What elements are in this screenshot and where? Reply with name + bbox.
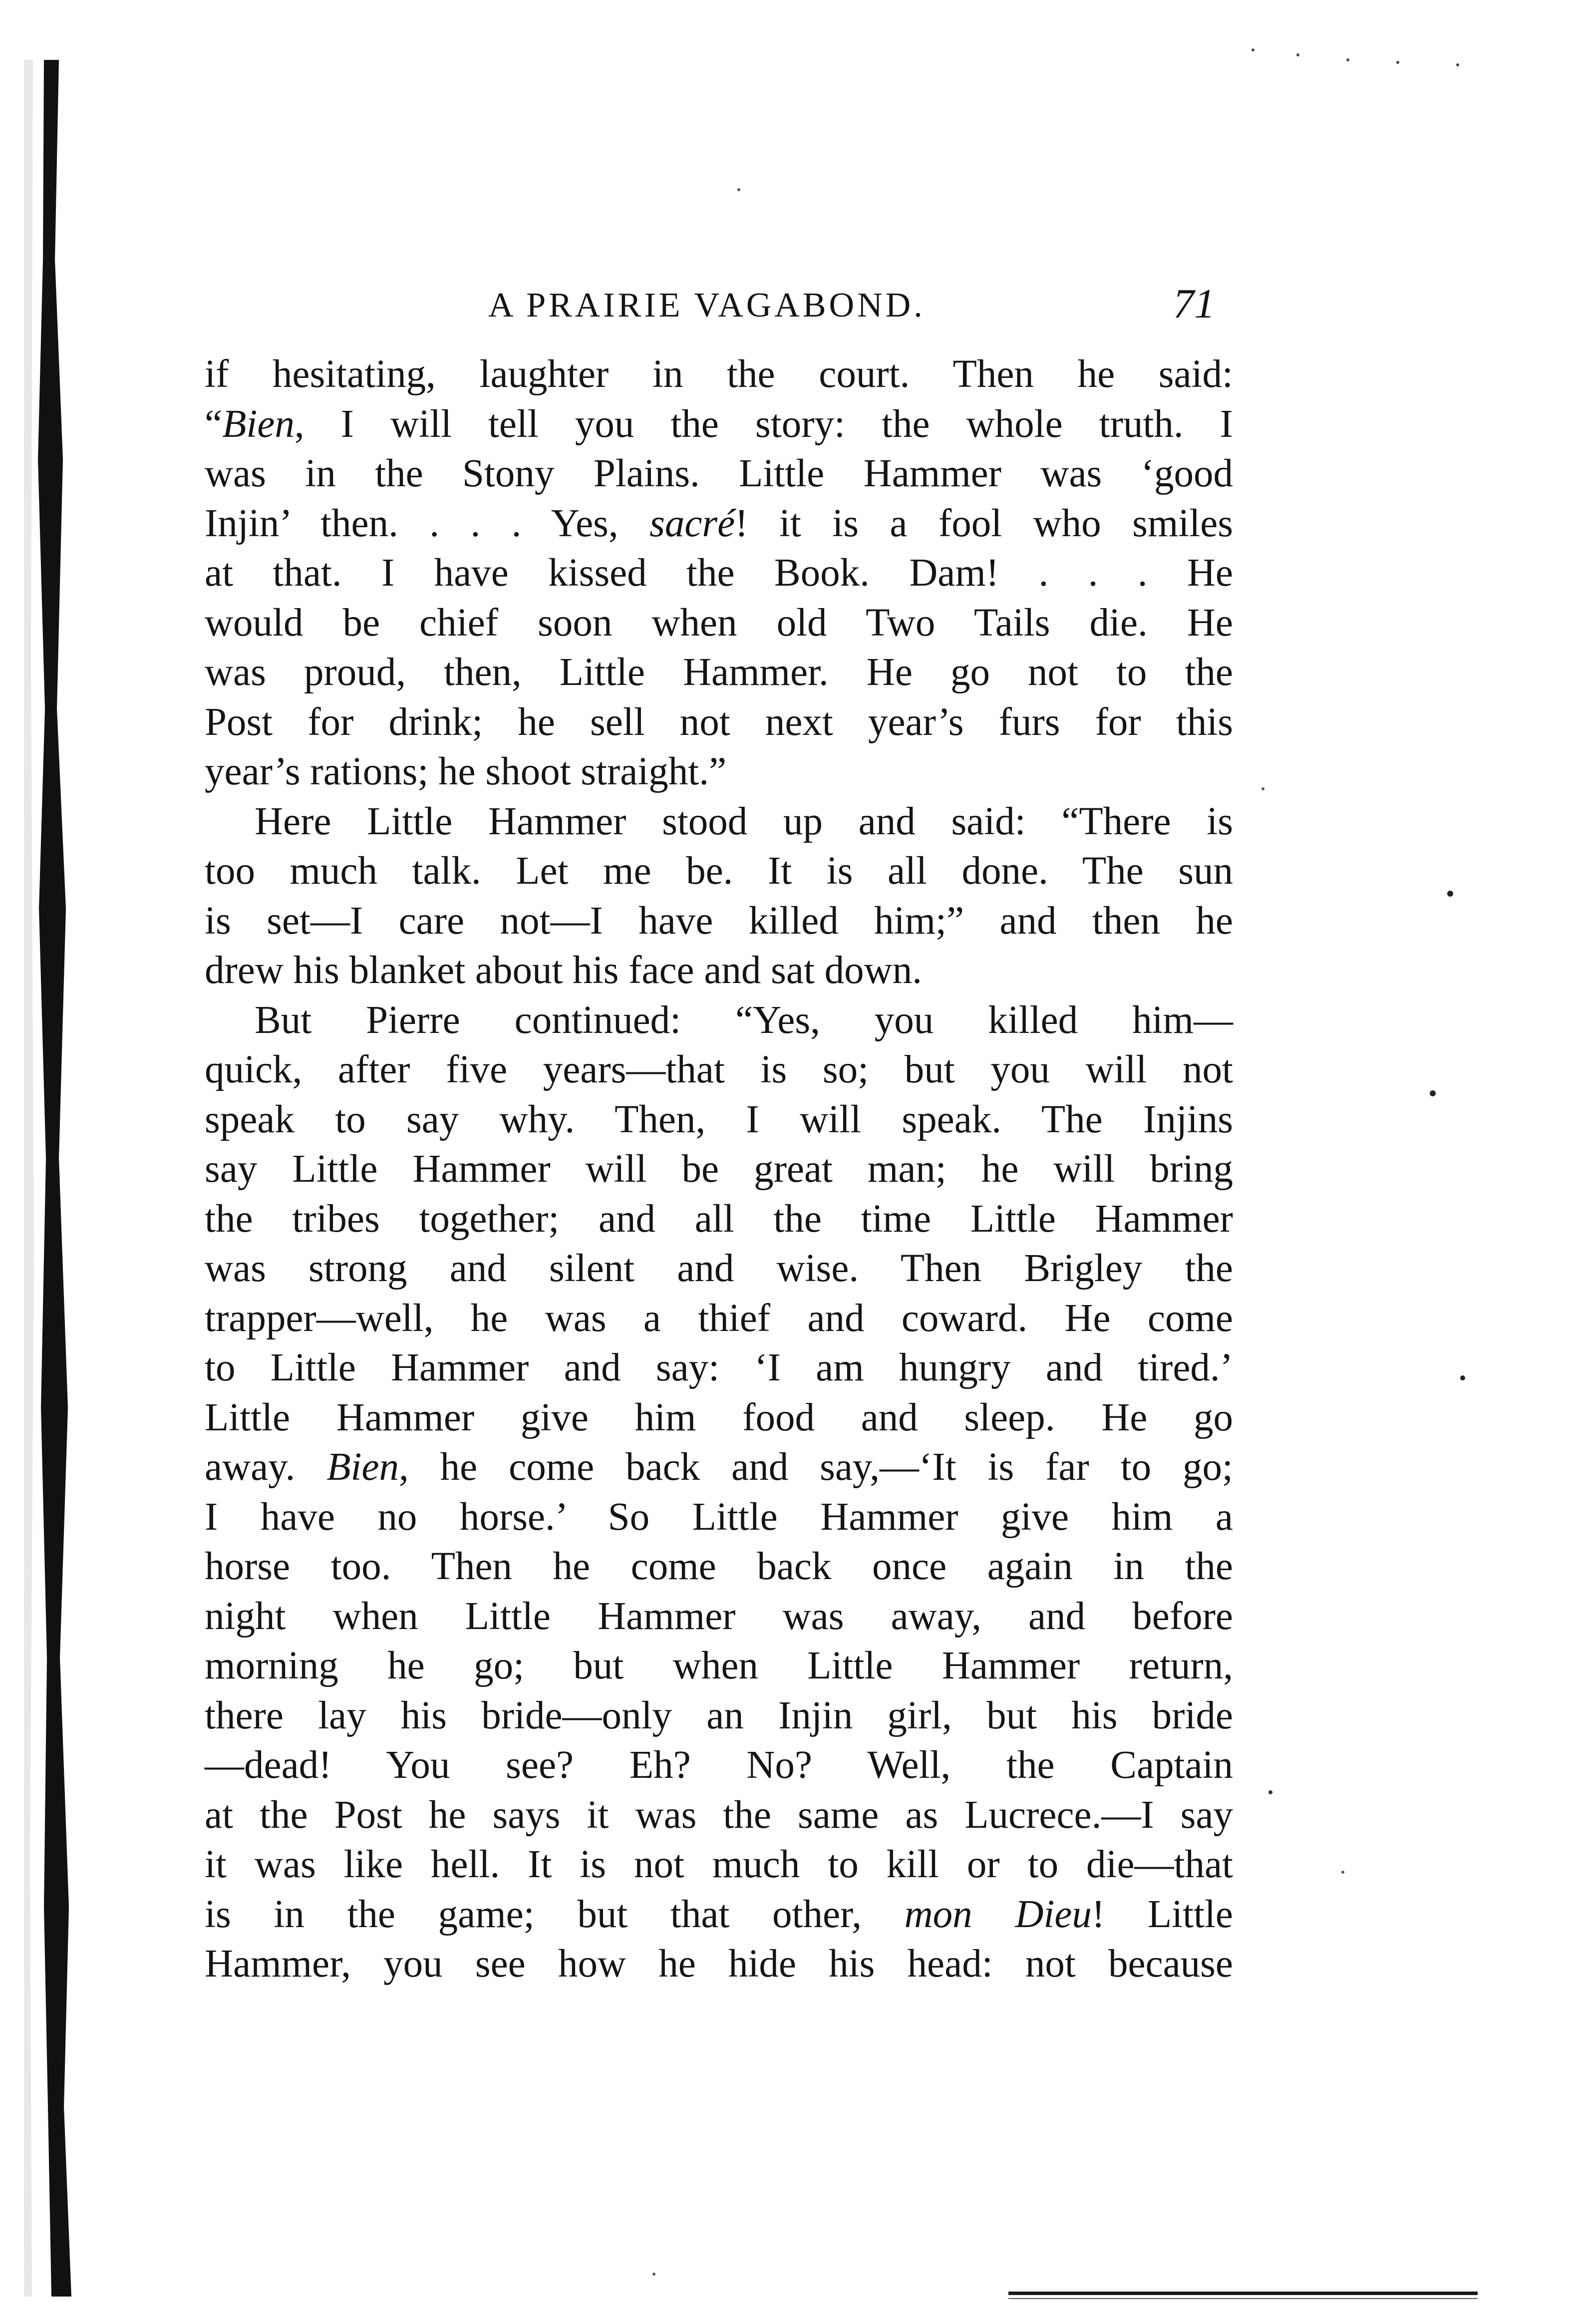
text-line: is in the game; but that other, mon Dieu! Little xyxy=(205,1892,1233,1936)
text-line: “Bien, I will tell you the story: the whole truth. I xyxy=(205,402,1233,446)
text-line: if hesitating, laughter in the court. Then he said: xyxy=(205,352,1233,396)
text-line: year’s rations; he shoot straight.” xyxy=(205,750,727,793)
text-line: at that. I have kissed the Book. Dam! . . . He xyxy=(205,551,1233,595)
text-line: say Little Hammer will be great man; he will bring xyxy=(205,1147,1233,1191)
text-line: Post for drink; he sell not next year’s furs for this xyxy=(205,700,1233,744)
text-line: speak to say why. Then, I will speak. The Injins xyxy=(205,1097,1233,1141)
text-line: to Little Hammer and say: ‘I am hungry and tired.’ xyxy=(205,1346,1233,1389)
text-line: was strong and silent and wise. Then Brigley the xyxy=(205,1247,1233,1290)
text-line: at the Post he says it was the same as Lucrece.—I say xyxy=(205,1793,1233,1837)
text-line: was in the Stony Plains. Little Hammer was ‘good xyxy=(205,452,1233,495)
text-line: night when Little Hammer was away, and before xyxy=(205,1594,1233,1638)
text-line: the tribes together; and all the time Little Hammer xyxy=(205,1197,1233,1241)
text-line: trapper—well, he was a thief and coward. He come xyxy=(205,1296,1233,1340)
text-line: Here Little Hammer stood up and said: “There is xyxy=(255,799,1233,843)
running-head: A PRAIRIE VAGABOND. xyxy=(488,286,926,325)
page-number: 71 xyxy=(1173,281,1215,327)
text-line: —dead! You see? Eh? No? Well, the Captain xyxy=(205,1743,1233,1787)
bottom-rule-thin xyxy=(1008,2298,1478,2299)
text-line: away. Bien, he come back and say,—‘It is far to go; xyxy=(205,1445,1233,1489)
text-line: would be chief soon when old Two Tails die. He xyxy=(205,601,1233,645)
text-line: too much talk. Let me be. It is all done. The sun xyxy=(205,849,1233,893)
bottom-rule xyxy=(1008,2292,1478,2295)
text-line: drew his blanket about his face and sat down. xyxy=(205,949,922,992)
text-line: quick, after five years—that is so; but you will not xyxy=(205,1048,1233,1091)
text-line: Hammer, you see how he hide his head: not because xyxy=(205,1942,1233,1986)
text-line: morning he go; but when Little Hammer return, xyxy=(205,1644,1233,1687)
text-line: horse too. Then he come back once again in the xyxy=(205,1545,1233,1588)
text-line: Injin’ then. . . . Yes, sacré! it is a fool who smiles xyxy=(205,501,1234,545)
text-line: there lay his bride—only an Injin girl, but his bride xyxy=(205,1693,1233,1737)
text-line: it was like hell. It is not much to kill or to die—that xyxy=(205,1843,1233,1886)
text-line: I have no horse.’ So Little Hammer give him a xyxy=(205,1495,1233,1539)
text-line: Little Hammer give him food and sleep. He go xyxy=(205,1395,1233,1439)
text-line: But Pierre continued: “Yes, you killed him— xyxy=(255,998,1233,1042)
text-line: was proud, then, Little Hammer. He go not to the xyxy=(205,651,1233,694)
text-line: is set—I care not—I have killed him;” and then he xyxy=(205,899,1233,943)
